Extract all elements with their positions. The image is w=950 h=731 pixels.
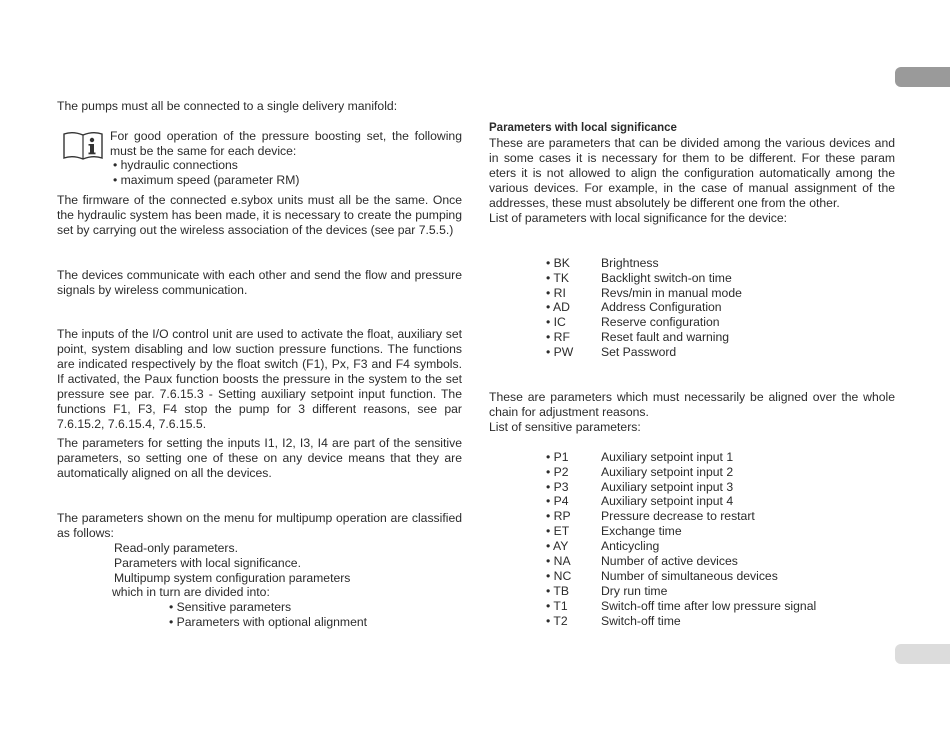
param-code: • PW bbox=[546, 345, 574, 359]
param-code: • T2 bbox=[546, 614, 568, 628]
param-code: • AD bbox=[546, 300, 570, 314]
param-desc: Auxiliary setpoint input 1 bbox=[601, 450, 734, 464]
param-desc: Number of active devices bbox=[601, 554, 738, 568]
wireless-paragraph: The devices communicate with each other and send the flow and pressure signals by wireless communication. bbox=[57, 268, 462, 297]
param-code: • RF bbox=[546, 330, 570, 344]
param-desc: Auxiliary setpoint input 2 bbox=[601, 465, 734, 479]
param-desc: Switch-off time after low pressure signal bbox=[601, 599, 817, 613]
manifold-intro: The pumps must all be connected to a single delivery manifold: bbox=[57, 99, 398, 113]
param-code: • P1 bbox=[546, 450, 569, 464]
page-tab-marker bbox=[895, 67, 950, 87]
local-heading: Parameters with local significance bbox=[489, 122, 677, 134]
class-sub-item: • Sensitive parameters bbox=[169, 600, 292, 614]
param-code: • RP bbox=[546, 509, 571, 523]
param-code: • ET bbox=[546, 524, 570, 538]
param-desc: Reserve configuration bbox=[601, 315, 720, 329]
param-desc: Pressure decrease to restart bbox=[601, 509, 755, 523]
param-desc: Revs/min in manual mode bbox=[601, 286, 742, 300]
param-desc: Brightness bbox=[601, 256, 659, 270]
param-desc: Number of simultaneous devices bbox=[601, 569, 778, 583]
param-desc: Auxiliary setpoint input 3 bbox=[601, 480, 734, 494]
io-paragraph: The inputs of the I/O control unit are used to activate the float, auxiliary set point, system disabling and low suction pressure functions. The functions are indicated respectively by the float switch (F1), Px, F3 and F4 symbols. If activated, the Paux function boosts the pressure in the system to the set pressure see par. 7.6.15.3 - Setting auxiliary setpoint input function. The functions F1, F3, F4 stop the pump for 3 different reasons, see par 7.6.15.2, 7.6.15.4, 7.6.15.5. bbox=[57, 327, 462, 431]
note-item: • maximum speed (parameter RM) bbox=[113, 173, 300, 187]
param-code: • TK bbox=[546, 271, 570, 285]
param-code: • AY bbox=[546, 539, 569, 553]
class-sub-intro: which in turn are divided into: bbox=[112, 585, 270, 599]
local-paragraph: These are parameters that can be divided among the various devices and in some cases it is necessary for them to be different. For these param eters it is not allowed to align the configuration automatically among the various devices. For example, in the case of manual assignment of the addresses, these must absolutely be different one from the other. bbox=[489, 136, 895, 210]
param-code: • P3 bbox=[546, 480, 569, 494]
param-desc: Set Password bbox=[601, 345, 677, 359]
class-sub-item: • Parameters with optional alignment bbox=[169, 615, 368, 629]
class-item: Read-only parameters. bbox=[114, 541, 238, 555]
param-code: • RI bbox=[546, 286, 566, 300]
sensitive-list-intro: List of sensitive parameters: bbox=[489, 420, 641, 434]
param-code: • P2 bbox=[546, 465, 569, 479]
param-desc: Address Configuration bbox=[601, 300, 722, 314]
param-desc: Dry run time bbox=[601, 584, 668, 598]
page-tab-marker-bottom bbox=[895, 644, 950, 664]
firmware-paragraph: The firmware of the connected e.sybox units must all be the same. Once the hydraulic system has been made, it is necessary to create the pumping set by carrying out the wireless association of the devices (see par 7.5.5.) bbox=[57, 193, 462, 237]
class-item: Multipump system configuration parameters bbox=[114, 571, 351, 585]
sensitive-paragraph: These are parameters which must necessarily be aligned over the whole chain for adjustment reasons. bbox=[489, 390, 895, 419]
param-code: • TB bbox=[546, 584, 570, 598]
param-code: • BK bbox=[546, 256, 570, 270]
note-item: • hydraulic connections bbox=[113, 158, 238, 172]
param-code: • NC bbox=[546, 569, 572, 583]
param-code: • NA bbox=[546, 554, 571, 568]
manual-info-icon bbox=[62, 131, 104, 161]
param-code: • P4 bbox=[546, 494, 569, 508]
param-desc: Anticycling bbox=[601, 539, 660, 553]
param-desc: Backlight switch-on time bbox=[601, 271, 732, 285]
param-code: • T1 bbox=[546, 599, 568, 613]
classified-paragraph: The parameters shown on the menu for multipump operation are classified as follows: bbox=[57, 511, 462, 540]
param-desc: Exchange time bbox=[601, 524, 682, 538]
sensitive-inputs-paragraph: The parameters for setting the inputs I1, I2, I3, I4 are part of the sensitive parameters, so setting one of these on any device means that they are automatically aligned on all the devices. bbox=[57, 436, 462, 480]
class-item: Parameters with local significance. bbox=[114, 556, 301, 570]
param-code: • IC bbox=[546, 315, 566, 329]
param-desc: Reset fault and warning bbox=[601, 330, 730, 344]
param-desc: Switch-off time bbox=[601, 614, 681, 628]
note-text: For good operation of the pressure boosting set, the following must be the same for each device: bbox=[110, 129, 462, 158]
local-list-intro: List of parameters with local significance for the device: bbox=[489, 211, 788, 225]
param-desc: Auxiliary setpoint input 4 bbox=[601, 494, 734, 508]
